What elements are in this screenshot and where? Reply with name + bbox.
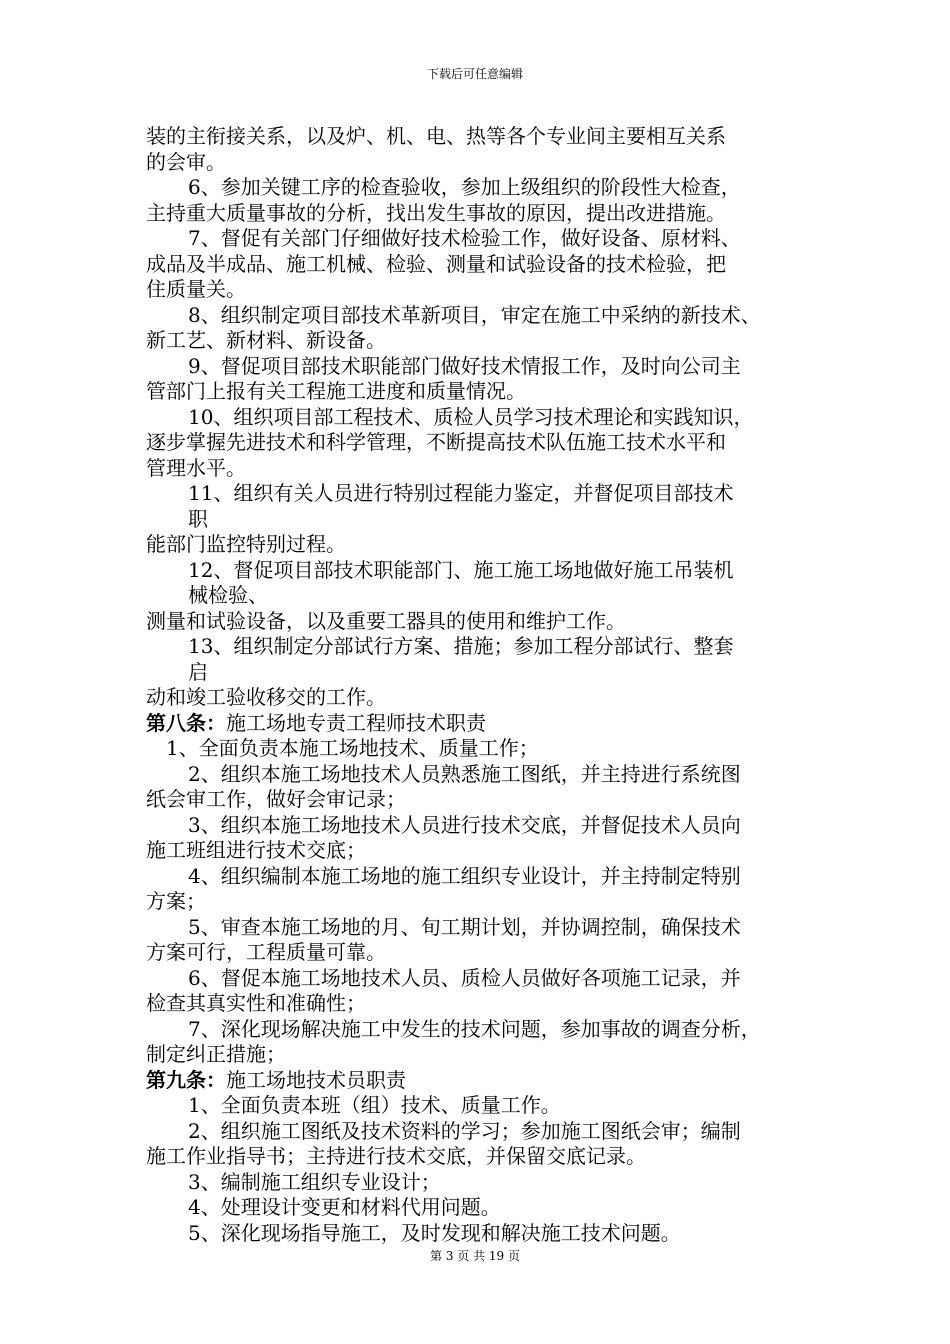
text-line	[146, 124, 818, 150]
text-line	[146, 915, 818, 941]
text-line	[146, 507, 818, 533]
line-text: 管理水平。	[146, 455, 246, 480]
text-line	[146, 175, 818, 201]
line-text: 动和竣工验收移交的工作。	[146, 685, 386, 709]
text-line	[146, 1221, 818, 1247]
line-text: 11、组织有关人员进行特别过程能力鉴定，并督促项目部技术	[188, 481, 734, 505]
text-line	[146, 1093, 818, 1119]
line-text: 测量和试验设备，以及重要工器具的使用和维护工作。	[146, 608, 626, 633]
line-text: 4、处理设计变更和材料代用问题。	[188, 1195, 501, 1219]
text-line	[146, 889, 818, 915]
text-line	[146, 1144, 818, 1170]
text-line	[146, 940, 818, 966]
text-line	[146, 201, 818, 227]
text-line	[146, 762, 818, 788]
text-line	[146, 1195, 818, 1221]
line-text: 6、参加关键工序的检查验收，参加上级组织的阶段性大检查，	[188, 175, 741, 199]
section-heading	[146, 711, 818, 737]
line-text: 成品及半成品、施工机械、检验、测量和试验设备的技术检验，把	[146, 251, 726, 276]
text-line	[146, 864, 818, 890]
document-body	[146, 124, 818, 1246]
text-line	[146, 226, 818, 252]
article-number: 第八条：	[146, 710, 226, 735]
line-text: 装的主衔接关系，以及炉、机、电、热等各个专业间主要相互关系	[146, 124, 726, 148]
text-line	[146, 583, 818, 609]
text-line	[146, 609, 818, 635]
text-line	[146, 1042, 818, 1068]
line-text: 6、督促本施工场地技术人员、质检人员做好各项施工记录，并	[188, 965, 741, 990]
line-text: 住质量关。	[146, 277, 246, 301]
line-text: 能部门监控特别过程。	[146, 532, 346, 556]
line-text: 2、组织本施工场地技术人员熟悉施工图纸，并主持进行系统图	[188, 761, 741, 786]
line-text: 施工班组进行技术交底；	[146, 838, 366, 862]
text-line	[146, 481, 818, 507]
section-heading	[146, 1068, 818, 1094]
line-text: 3、编制施工组织专业设计；	[188, 1169, 441, 1194]
text-line	[146, 1170, 818, 1196]
line-text: 1、全面负责本班（组）技术、质量工作。	[188, 1093, 561, 1117]
line-text: 主持重大质量事故的分析，找出发生事故的原因，提出改进措施。	[146, 200, 726, 225]
text-line	[146, 813, 818, 839]
line-text: 7、深化现场解决施工中发生的技术问题，参加事故的调查分析，	[188, 1016, 761, 1041]
line-text: 7、督促有关部门仔细做好技术检验工作，做好设备、原材料、	[188, 226, 741, 250]
text-line	[146, 328, 818, 354]
text-line	[146, 736, 818, 762]
line-text: 10、组织项目部工程技术、质检人员学习技术理论和实践知识，	[188, 404, 754, 429]
text-line	[146, 532, 818, 558]
text-line	[146, 558, 818, 584]
text-line	[146, 1017, 818, 1043]
line-text: 3、组织本施工场地技术人员进行技术交底，并督促技术人员向	[188, 812, 741, 837]
line-text: 8、组织制定项目部技术革新项目，审定在施工中采纳的新技术、	[188, 302, 761, 327]
text-line	[146, 685, 818, 711]
line-text: 13、组织制定分部试行方案、措施；参加工程分部试行、整套	[188, 634, 734, 658]
line-text: 的会审。	[146, 149, 226, 174]
text-line	[146, 456, 818, 482]
line-text: 方案可行，工程质量可靠。	[146, 940, 386, 964]
text-line	[146, 634, 818, 660]
line-text: 5、审查本施工场地的月、旬工期计划，并协调控制，确保技术	[188, 914, 741, 939]
line-text: 9、督促项目部技术职能部门做好技术情报工作，及时向公司主	[188, 353, 741, 378]
text-line	[146, 354, 818, 380]
line-text: 1、全面负责本施工场地技术、质量工作；	[166, 736, 539, 760]
text-line	[146, 277, 818, 303]
text-line	[146, 252, 818, 278]
text-line	[146, 430, 818, 456]
line-text: 4、组织编制本施工场地的施工组织专业设计，并主持制定特别	[188, 863, 741, 888]
line-text: 检查其真实性和准确性；	[146, 991, 366, 1015]
article-number: 第九条：	[146, 1067, 226, 1092]
line-text: 施工场地专责工程师技术职责	[226, 710, 486, 735]
line-text: 新工艺、新材料、新设备。	[146, 328, 386, 352]
line-text: 方案；	[146, 889, 206, 913]
line-text: 施工作业指导书；主持进行技术交底，并保留交底记录。	[146, 1144, 646, 1168]
text-line	[146, 405, 818, 431]
page-footer: 第 3 页 共 19 页	[430, 1249, 520, 1263]
page-header: 下载后可任意编辑	[426, 67, 523, 81]
text-line	[146, 660, 818, 686]
text-line	[146, 991, 818, 1017]
line-text: 启	[188, 659, 208, 684]
text-line	[146, 787, 818, 813]
text-line	[146, 379, 818, 405]
line-text: 12、督促项目部技术职能部门、施工施工场地做好施工吊装机	[188, 557, 734, 582]
line-text: 职	[188, 506, 208, 531]
line-text: 纸会审工作，做好会审记录；	[146, 787, 406, 811]
text-line	[146, 838, 818, 864]
line-text: 2、组织施工图纸及技术资料的学习；参加施工图纸会审；编制	[188, 1118, 741, 1143]
text-line	[146, 966, 818, 992]
text-line	[146, 1119, 818, 1145]
text-line	[146, 150, 818, 176]
text-line	[146, 303, 818, 329]
line-text: 施工场地技术员职责	[226, 1067, 406, 1092]
line-text: 5、深化现场指导施工，及时发现和解决施工技术问题。	[188, 1220, 681, 1245]
line-text: 逐步掌握先进技术和科学管理，不断提高技术队伍施工技术水平和	[146, 430, 726, 454]
line-text: 械检验、	[188, 583, 268, 607]
line-text: 制定纠正措施；	[146, 1042, 286, 1066]
line-text: 管部门上报有关工程施工进度和质量情况。	[146, 379, 526, 403]
